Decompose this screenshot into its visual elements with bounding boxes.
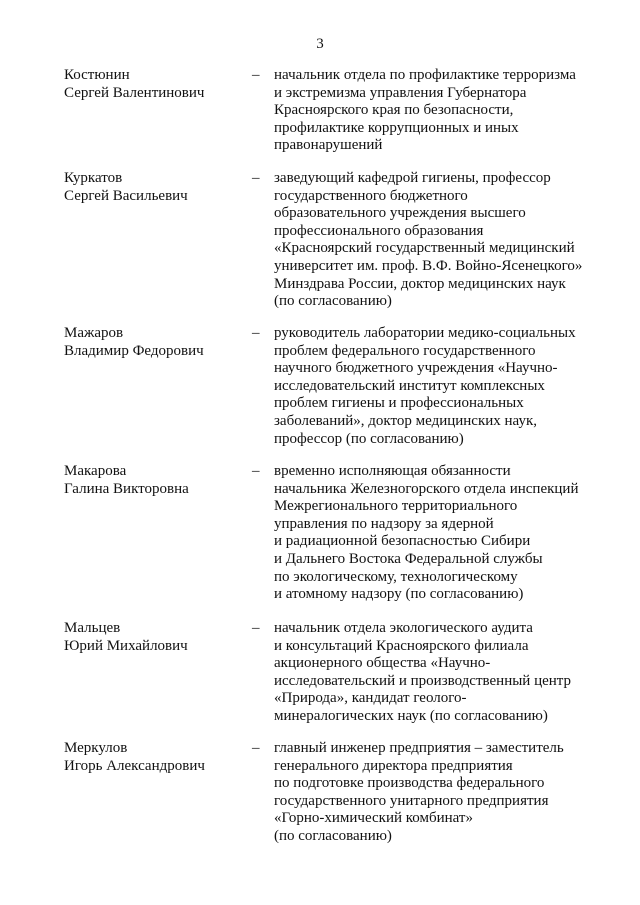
- position-line: и экстремизма управления Губернатора: [274, 84, 527, 101]
- dash-separator: –: [252, 67, 260, 83]
- position-line: генерального директора предприятия: [274, 757, 513, 774]
- member-position: [274, 740, 604, 846]
- position-line: профессор (по согласованию): [274, 430, 464, 447]
- position-line: Минздрава России, доктор медицинских наук: [274, 275, 566, 292]
- position-line: (по согласованию): [274, 293, 392, 310]
- position-line: исследовательский институт комплексных: [274, 377, 545, 394]
- position-line: исследовательский и производственный центр: [274, 672, 572, 689]
- position-line: начальника Железногорского отдела инспекций: [274, 480, 579, 497]
- member-surname: Мажаров: [64, 325, 124, 341]
- position-line: главный инженер предприятия – заместитель: [274, 740, 564, 756]
- member-given-names: Игорь Александрович: [64, 757, 205, 774]
- member-name: [64, 620, 244, 655]
- position-line: и радиационной безопасностью Сибири: [274, 533, 531, 550]
- dash-separator: –: [252, 620, 260, 636]
- member-given-names: Сергей Васильевич: [64, 187, 188, 204]
- position-line: управления по надзору за ядерной: [274, 515, 494, 532]
- position-line: «Природа», кандидат геолого-: [274, 690, 467, 707]
- page-number: 3: [316, 36, 324, 52]
- position-line: начальник отдела по профилактике терроризма: [274, 67, 576, 83]
- position-line: государственного унитарного предприятия: [274, 792, 549, 809]
- position-line: заболеваний», доктор медицинских наук,: [274, 412, 537, 429]
- position-line: начальник отдела экологического аудита: [274, 620, 533, 636]
- position-line: руководитель лаборатории медико-социальных: [274, 325, 576, 341]
- member-surname: Костюнин: [64, 67, 130, 83]
- member-surname: Меркулов: [64, 740, 128, 756]
- member-given-names: Галина Викторовна: [64, 480, 189, 497]
- member-position: [274, 325, 604, 448]
- member-name: [64, 67, 244, 102]
- dash-separator: –: [252, 740, 260, 756]
- position-line: «Горно-химический комбинат»: [274, 810, 473, 827]
- member-name: [64, 463, 244, 498]
- member-surname: Мальцев: [64, 620, 121, 636]
- position-line: по подготовке производства федерального: [274, 775, 545, 792]
- dash-separator: –: [252, 325, 260, 341]
- position-line: Красноярского края по безопасности,: [274, 102, 514, 119]
- position-line: заведующий кафедрой гигиены, профессор: [274, 170, 551, 186]
- member-given-names: Сергей Валентинович: [64, 84, 205, 101]
- position-line: минералогических наук (по согласованию): [274, 707, 548, 724]
- position-line: «Красноярский государственный медицинский: [274, 240, 575, 257]
- position-line: Межрегионального территориального: [274, 498, 518, 515]
- dash-separator: –: [252, 463, 260, 479]
- position-line: и Дальнего Востока Федеральной службы: [274, 550, 543, 567]
- member-given-names: Юрий Михайлович: [64, 637, 188, 654]
- position-line: профилактике коррупционных и иных: [274, 119, 519, 136]
- member-position: [274, 620, 604, 726]
- member-name: [64, 170, 244, 205]
- position-line: и атомному надзору (по согласованию): [274, 586, 524, 603]
- position-line: правонарушений: [274, 137, 383, 154]
- position-line: акционерного общества «Научно-: [274, 655, 491, 672]
- position-line: и консультаций Красноярского филиала: [274, 637, 529, 654]
- position-line: научного бюджетного учреждения «Научно-: [274, 360, 558, 377]
- position-line: государственного бюджетного: [274, 187, 468, 204]
- member-position: [274, 463, 604, 604]
- member-name: [64, 740, 244, 775]
- position-line: временно исполняющая обязанности: [274, 463, 511, 479]
- position-line: проблем гигиены и профессиональных: [274, 395, 524, 412]
- member-given-names: Владимир Федорович: [64, 342, 204, 359]
- position-line: по экологическому, технологическому: [274, 568, 518, 585]
- member-surname: Куркатов: [64, 170, 123, 186]
- position-line: (по согласованию): [274, 827, 392, 844]
- position-line: университет им. проф. В.Ф. Войно-Ясенецкого»: [274, 257, 583, 274]
- member-position: [274, 67, 604, 155]
- dash-separator: –: [252, 170, 260, 186]
- member-name: [64, 325, 244, 360]
- member-position: [274, 170, 604, 311]
- position-line: проблем федерального государственного: [274, 342, 536, 359]
- position-line: профессионального образования: [274, 222, 484, 239]
- position-line: образовательного учреждения высшего: [274, 205, 526, 222]
- member-surname: Макарова: [64, 463, 127, 479]
